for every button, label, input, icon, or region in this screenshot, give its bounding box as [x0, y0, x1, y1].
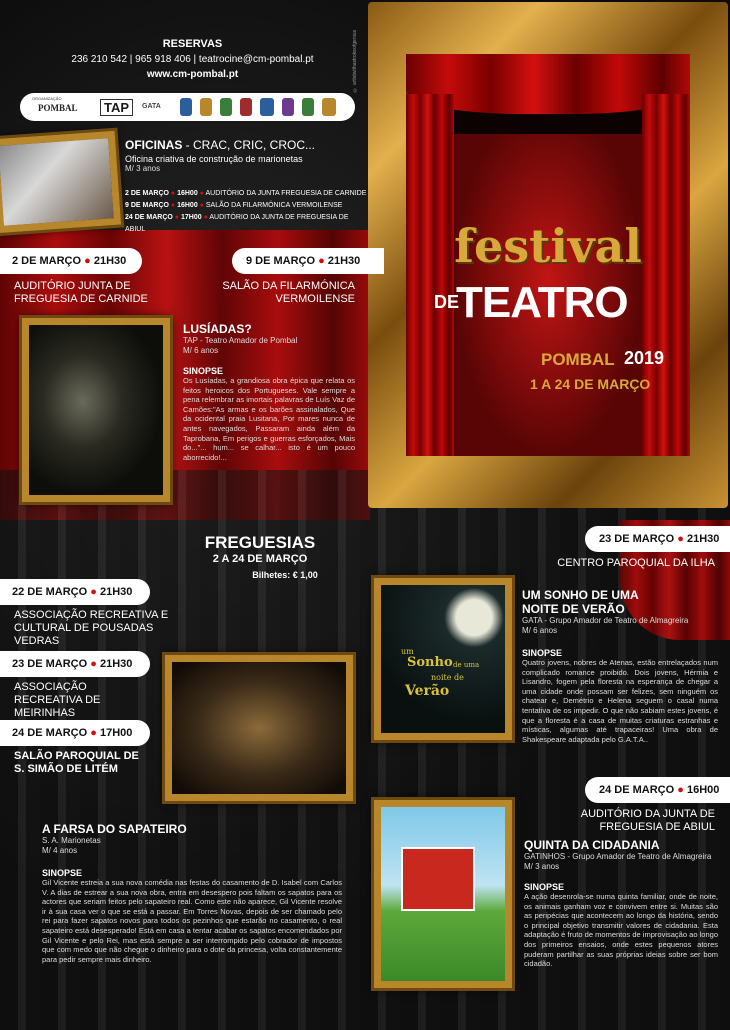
- quinta-poster-frame: [374, 800, 512, 988]
- reservas-phones: 236 210 542 | 965 918 406 | teatrocine@cm-pombal.pt: [71, 54, 314, 65]
- synopsis-text: Quatro jovens, nobres de Atenas, estão entrelaçados num complicado romance proibido. Dois jovens, Hérmia e Lisandro, fogem pela floresta na esperança de chegar a uma cidade onde possam ser felizes, sem ninguém os chatear e, Demétrio e Helena seguem o casal numa tentativa de os impedir. O que não sabiam estes jovens, é que a floresta é a casa de muitas criaturas estranhas e místicas, algumas até trapaceiras! Uma obra de Shakespeare adaptada pelo G.A.T.A..: [522, 658, 718, 744]
- farsa-block: [42, 822, 342, 964]
- venue-label: ASSOCIAÇÃO RECREATIVA DE MEIRINHAS: [14, 681, 101, 719]
- oficinas-photo: [0, 138, 114, 225]
- venue-label: AUDITÓRIO JUNTA DE FREGUESIA DE CARNIDE: [14, 280, 148, 305]
- sonho-block: [522, 588, 718, 744]
- sonho-poster-frame: [374, 578, 512, 740]
- sonho-poster-text: de uma: [453, 661, 480, 669]
- farsa-photo: [172, 662, 346, 794]
- synopsis-heading: SINOPSE: [183, 366, 224, 376]
- pombal-logo: POMBAL: [38, 103, 78, 113]
- oficinas-subtitle: Oficina criativa de construção de marionetas: [125, 154, 303, 164]
- oficinas-title-rest: - CRAC, CRIC, CROC...: [182, 138, 316, 152]
- oficinas-date-row: 24 DE MARÇO ● 17H00 ● AUDITÓRIO DA JUNTA DE FREGUESIA DE ABIUL: [125, 214, 349, 233]
- reservas-web[interactable]: www.cm-pombal.pt: [146, 69, 239, 80]
- venue-label: AUDITÓRIO DA JUNTA DE FREGUESIA DE ABIUL: [580, 808, 715, 833]
- sonho-poster-text: um: [401, 647, 414, 656]
- show-group: S. A. Marionetas: [42, 836, 101, 845]
- oficinas-age: M/ 3 anos: [125, 164, 161, 173]
- sonho-poster-text: Sonho: [407, 655, 453, 670]
- sponsor-logo-strip: [20, 93, 355, 121]
- sonho-poster-text: noite de: [431, 673, 464, 682]
- sonho-poster: [381, 585, 505, 733]
- show-group: TAP - Teatro Amador de Pombal: [183, 336, 298, 345]
- parish-crest-icon: [220, 98, 232, 116]
- date-pill: 23 DE MARÇO ● 21H30: [585, 526, 730, 552]
- oficinas-block: [125, 138, 370, 236]
- show-group: GATINHOS - Grupo Amador de Teatro de Almagreira: [524, 852, 712, 861]
- oficinas-date-row: 9 DE MARÇO ● 16H00 ● SALÃO DA FILARMÓNICA VERMOILENSE: [125, 202, 343, 209]
- oficinas-photo-frame: [0, 131, 121, 233]
- org-label: ORGANIZAÇÃO: [32, 96, 62, 101]
- tap-logo: TAP: [100, 99, 133, 116]
- venue-label: ASSOCIAÇÃO RECREATIVA E CULTURAL DE POUSADAS VEDRAS: [14, 609, 169, 647]
- show-age: M/ 6 anos: [522, 626, 558, 635]
- date-pill: 23 DE MARÇO ● 21H30: [0, 651, 150, 677]
- quinta-poster: [381, 807, 505, 981]
- lusiadas-photo-frame: [22, 318, 170, 502]
- freguesias-dates: 2 A 24 DE MARÇO: [212, 553, 308, 565]
- date-pill: 9 DE MARÇO ● 21H30: [232, 248, 384, 274]
- synopsis-heading: SINOPSE: [522, 648, 563, 658]
- venue-label: SALÃO PAROQUIAL DE S. SIMÃO DE LITÉM: [14, 750, 139, 775]
- lusiadas-photo: [29, 325, 163, 495]
- farsa-photo-frame: [165, 655, 353, 801]
- freguesias-title: FREGUESIAS: [204, 533, 316, 552]
- show-group: GATA - Grupo Amador de Teatro de Almagreira: [522, 616, 689, 625]
- show-title: A FARSA DO SAPATEIRO: [42, 822, 187, 836]
- reservas-block: [20, 38, 365, 80]
- parish-crest-icon: [282, 98, 294, 116]
- festival-pombal: POMBAL: [541, 350, 615, 369]
- quinta-block: [524, 838, 718, 969]
- lusiadas-block: [183, 322, 355, 462]
- parish-crest-icon: [180, 98, 192, 116]
- date-pill: 2 DE MARÇO ● 21H30: [0, 248, 142, 274]
- poster-curtain-right: [642, 94, 690, 456]
- reservas-title: RESERVAS: [162, 38, 223, 50]
- date-pill: 24 DE MARÇO ● 17H00: [0, 720, 150, 746]
- venue-label: CENTRO PAROQUIAL DA ILHA: [557, 557, 715, 569]
- gata-logo: GATA: [142, 103, 161, 110]
- date-pill: 22 DE MARÇO ● 21H30: [0, 579, 150, 605]
- parish-crest-icon: [240, 98, 252, 116]
- festival-poster-frame: [368, 2, 728, 508]
- synopsis-text: A ação desenrola-se numa quinta familiar, onde de noite, os animais ganham voz e convivem entre si. Muitas são as peripécias que acontecem ao longo da história, sendo o principal objetivo transmitir valores de cidadania. Esta adaptação é fruto de momentos de improvisação ao longo dos primeiros ensaios, onde estes pequenos atores puderam partilhar as suas próprias ideias sobre ser bom cidadão.: [524, 892, 718, 969]
- parish-crest-icon: [260, 98, 274, 116]
- synopsis-text: Os Lusíadas, a grandiosa obra épica que relata os feitos heroicos dos Portugueses. Vale sempre a pena relembrar as imortais palavras de Luís Vaz de Camões:"As armas e os barões assinalados, Que da ocidental praia Lusitana, Por mares nunca de antes navegados, Passaram ainda além da Taprobana, Em perigos e guerras esforçados, Mais do..."... hum... se calhar... isto é um pouco aborrecido!...: [183, 376, 355, 462]
- oficinas-dates: [125, 188, 370, 236]
- festival-word: festival: [454, 219, 642, 273]
- synopsis-heading: SINOPSE: [42, 868, 83, 878]
- credit-text: © artistwithastrokeofgenius: [352, 30, 358, 93]
- barn-illustration: [401, 847, 475, 911]
- show-age: M/ 3 anos: [524, 862, 560, 871]
- festival-poster: [406, 54, 690, 456]
- show-title: UM SONHO DE UMA NOITE DE VERÃO: [522, 588, 639, 616]
- festival-de: DE: [434, 292, 460, 312]
- synopsis-text: Gil Vicente estreia a sua nova comédia nas festas do casamento de D. Isabel com Carlos V. A dias de estrear a sua nova obra, entra em desespero pois faltam os sapatos para os actores que seriam feitos pelo sapateiro real. Como este não aparece, Gil Vicente resolve ir à sua casa ver o que se está a passar. Em Torres Novas, depois de ser chamado pelo rei para fazer sapatos novos para todos os pezinhos que estarão no casamento, o real sapateiro está desesperado! Está em casa a tentar acabar os sapatos encomendados por Gil Vicente e pelo Rei, mas está sempre a ser interrompido pelo cobrador de impostos que com medo que não chegue o dinheiro para o dote da princesa, volta constantemente para pedir sempre mais dinheiro.: [42, 878, 342, 964]
- festival-teatro: TEATRO: [456, 278, 628, 327]
- parish-crest-icon: [322, 98, 336, 116]
- show-title: QUINTA DA CIDADANIA: [524, 838, 660, 852]
- synopsis-heading: SINOPSE: [524, 882, 565, 892]
- venue-label: SALÃO DA FILARMÓNICA VERMOILENSE: [222, 280, 355, 305]
- parish-crest-icon: [200, 98, 212, 116]
- freguesias-block: [180, 533, 340, 580]
- poster-curtain-left: [406, 94, 454, 456]
- show-age: M/ 4 anos: [42, 846, 78, 855]
- freguesias-price: Bilhetes: € 1,00: [252, 570, 318, 580]
- show-title: LUSÍADAS?: [183, 322, 252, 336]
- sonho-poster-text: Verão: [405, 683, 450, 699]
- show-age: M/ 6 anos: [183, 346, 219, 355]
- parish-crest-icon: [302, 98, 314, 116]
- date-pill: 24 DE MARÇO ● 16H00: [585, 777, 730, 803]
- oficinas-date-row: 2 DE MARÇO ● 16H00 ● AUDITÓRIO DA JUNTA FREGUESIA DE CARNIDE: [125, 190, 367, 197]
- oficinas-title: OFICINAS: [125, 138, 183, 152]
- festival-year: 2019: [624, 348, 665, 368]
- festival-dates: 1 A 24 DE MARÇO: [530, 376, 651, 392]
